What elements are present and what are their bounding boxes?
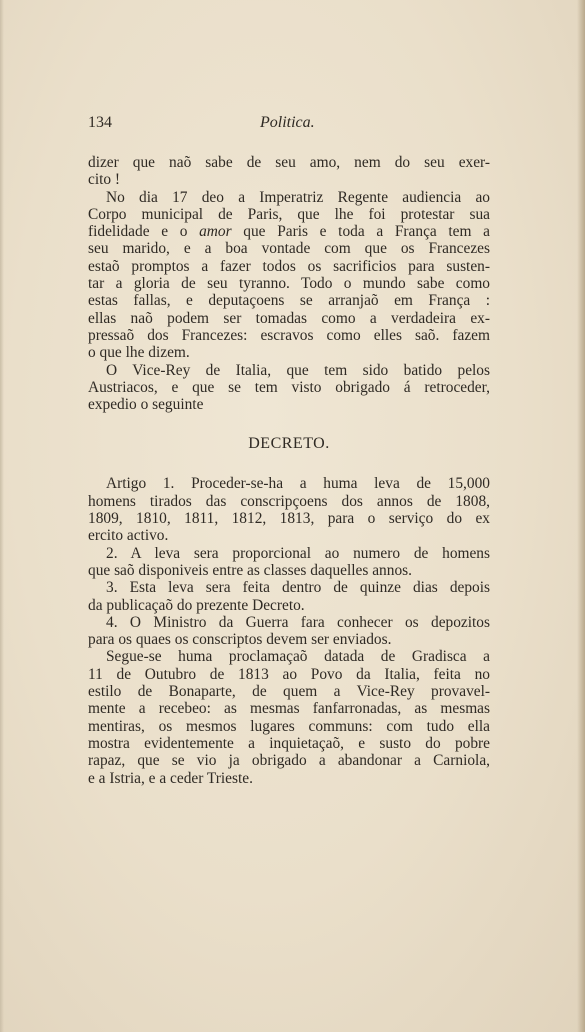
page-body bbox=[88, 154, 490, 787]
page-edge-right bbox=[577, 0, 585, 1032]
text-line: estilo de Bonaparte, de quem a Vice-Rey provavel- bbox=[88, 683, 490, 701]
text-line: Austriacos, e que se tem visto obrigado á retroceder, bbox=[88, 378, 490, 396]
page-header bbox=[88, 114, 490, 136]
text-line: ercito activo. bbox=[88, 527, 169, 545]
text-line: cito ! bbox=[88, 171, 121, 189]
paragraph-artigo-4 bbox=[88, 614, 490, 649]
text-line: 2. A leva sera proporcional ao numero de homens bbox=[106, 544, 490, 562]
text-line: para os quaes os conscriptos devem ser enviados. bbox=[88, 631, 392, 649]
paragraph-artigo-3 bbox=[88, 579, 490, 614]
text-line: 3. Esta leva sera feita dentro de quinze dias depois bbox=[106, 579, 490, 597]
paragraph-lament bbox=[88, 154, 490, 189]
text-line: dizer que naõ sabe de seu amo, nem do seu exer- bbox=[88, 154, 490, 171]
text-line: mentiras, os mesmos lugares communs: com tudo ella bbox=[88, 717, 490, 735]
text-line: mostra evidentemente a inquietaçaõ, e susto do pobre bbox=[88, 734, 490, 752]
text-run: fidelidade e o bbox=[88, 223, 200, 241]
text-line: pressaõ dos Francezes: escravos como elles saõ. fazem bbox=[88, 326, 490, 344]
section-heading: DECRETO. bbox=[248, 435, 330, 453]
text-run: que Paris e toda a França tem a bbox=[231, 223, 490, 241]
paragraph-artigo-1 bbox=[88, 475, 490, 544]
text-line: estas fallas, e deputaçoens se arranjaõ em França : bbox=[88, 292, 490, 310]
text-line: mente a recebeo: as mesmas fanfarronadas, as mesmas bbox=[88, 700, 490, 718]
text-line: 1809, 1810, 1811, 1812, 1813, para o serviço do ex bbox=[88, 510, 490, 528]
text-line: tar a gloria de seu tyranno. Todo o mundo sabe como bbox=[88, 275, 490, 293]
text-line: Corpo municipal de Paris, que lhe foi protestar sua bbox=[88, 205, 490, 223]
text-line: seu marido, e a boa vontade com que os Francezes bbox=[88, 240, 490, 258]
paragraph-proclamacao bbox=[88, 648, 490, 786]
text-line: e a Istria, e a ceder Trieste. bbox=[88, 769, 253, 787]
text-line: O Vice-Rey de Italia, que tem sido batido pelos bbox=[106, 361, 490, 379]
text-line: da publicaçaõ do prezente Decreto. bbox=[88, 596, 305, 614]
paragraph-audiencia bbox=[88, 189, 490, 362]
text-line: homens tirados das conscripçoens dos annos de 1808, bbox=[88, 492, 490, 510]
paragraph-artigo-2 bbox=[88, 545, 490, 580]
page-edge-left bbox=[0, 0, 4, 1032]
text-line: que saõ disponiveis entre as classes daquelles annos. bbox=[88, 561, 412, 579]
page-number: 134 bbox=[88, 114, 112, 131]
text-line: 4. O Ministro da Guerra fara conhecer os depozitos bbox=[106, 613, 490, 631]
text-line: Artigo 1. Proceder-se-ha a huma leva de 15,000 bbox=[106, 475, 490, 493]
text-line: Segue-se huma proclamaçaõ datada de Gradisca a bbox=[106, 648, 490, 666]
text-line-with-italic bbox=[88, 223, 490, 240]
italic-word: amor bbox=[199, 223, 232, 241]
text-line: No dia 17 deo a Imperatriz Regente audiencia ao bbox=[106, 188, 490, 206]
text-line: ellas naõ podem ser tomadas como a verdadeira ex- bbox=[88, 309, 490, 327]
text-line: expedio o seguinte bbox=[88, 396, 204, 414]
text-line: rapaz, que se vio ja obrigado a abandonar a Carniola, bbox=[88, 752, 490, 770]
text-line: estaõ promptos a fazer todos os sacrificios para susten- bbox=[88, 257, 490, 275]
text-line: o que lhe dizem. bbox=[88, 344, 190, 362]
running-title: Politica. bbox=[260, 114, 315, 131]
paragraph-vice-rey bbox=[88, 362, 490, 414]
text-line: 11 de Outubro de 1813 ao Povo da Italia, feita no bbox=[88, 665, 490, 683]
